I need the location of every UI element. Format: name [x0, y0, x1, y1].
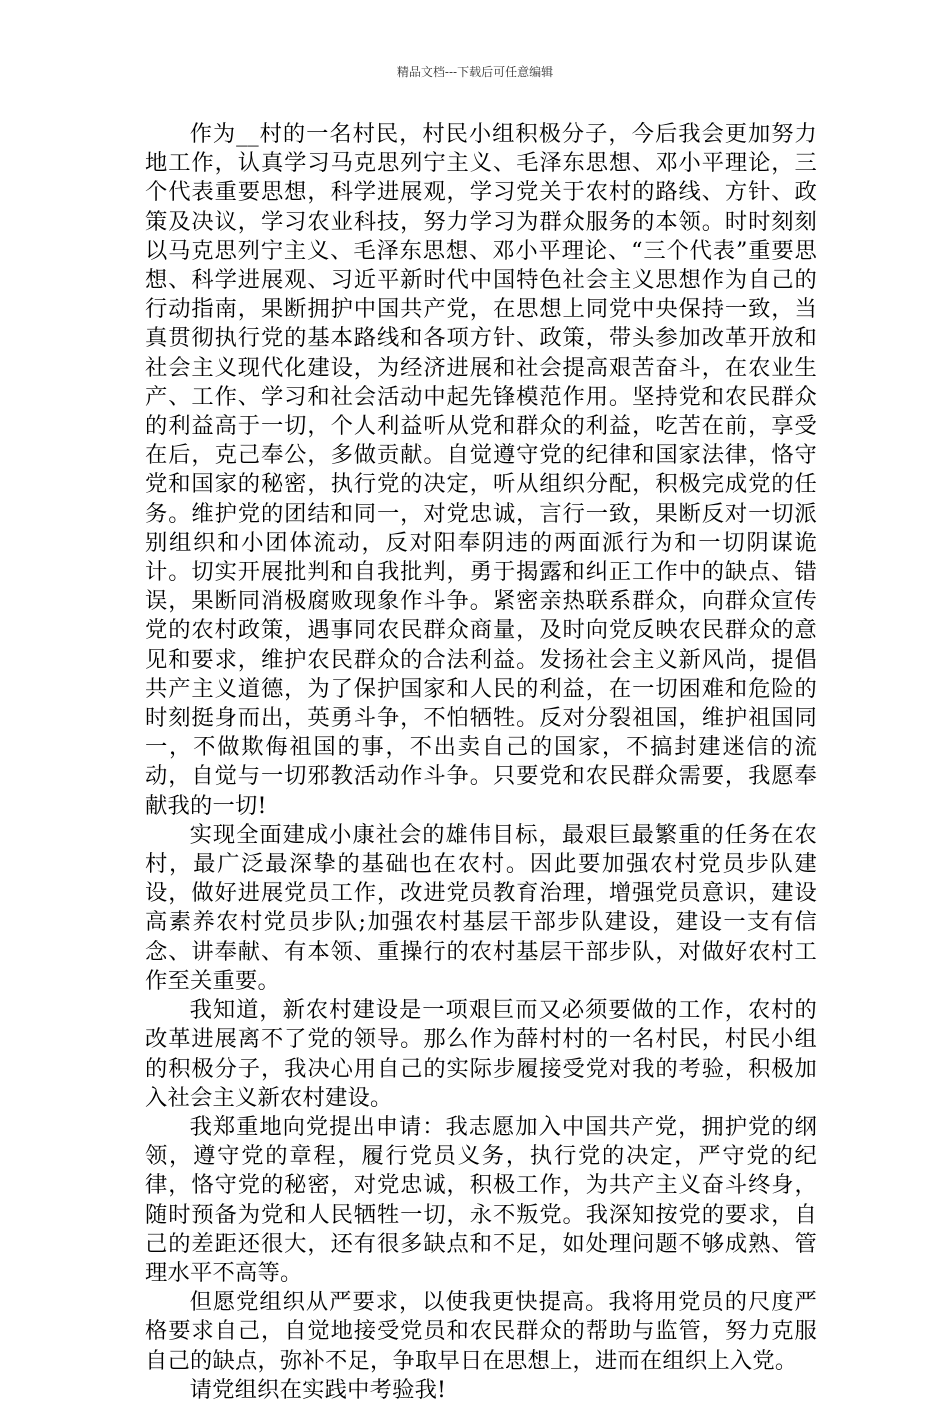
paragraph-4: 我郑重地向党提出申请：我志愿加入中国共产党，拥护党的纲领，遵守党的章程，履行党员义务，执行党的决定，严守党的纪律，恪守党的秘密，对党忠诚，积极工作，为共产主义奋斗终身，随时预备为党和人民牺牲一切，永不叛党。我深知按党的要求，自己的差距还很大，还有很多缺点和不足，如处理问题不够成熟、管理水平不高等。: [145, 1113, 817, 1286]
paragraph-1: 作为__村的一名村民，村民小组积极分子，今后我会更加努力地工作，认真学习马克思列宁主义、毛泽东思想、邓小平理论，三个代表重要思想，科学进展观，学习党关于农村的路线、方针、政策及决议，学习农业科技，努力学习为群众服务的本领。时时刻刻以马克思列宁主义、毛泽东思想、邓小平理论、“三个代表”重要思想、科学进展观、习近平新时代中国特色社会主义思想作为自己的行动指南，果断拥护中国共产党，在思想上同党中央保持一致，当真贯彻执行党的基本路线和各项方针、政策，带头参加改革开放和社会主义现代化建设，为经济进展和社会提高艰苦奋斗，在农业生产、工作、学习和社会活动中起先锋模范作用。坚持党和农民群众的利益高于一切，个人利益听从党和群众的利益，吃苦在前，享受在后，克己奉公，多做贡献。自觉遵守党的纪律和国家法律，恪守党和国家的秘密，执行党的决定，听从组织分配，积极完成党的任务。维护党的团结和同一，对党忠诚，言行一致，果断反对一切派别组织和小团体流动，反对阳奉阴违的两面派行为和一切阴谋诡计。切实开展批判和自我批判，勇于揭露和纠正工作中的缺点、错误，果断同消极腐败现象作斗争。紧密亲热联系群众，向群众宣传党的农村政策，遇事同农民群众商量，及时向党反映农民群众的意见和要求，维护农民群众的合法利益。发扬社会主义新风尚，提倡共产主义道德，为了保护国家和人民的利益，在一切困难和危险的时刻挺身而出，英勇斗争，不怕牺牲。反对分裂祖国，维护祖国同一，不做欺侮祖国的事，不出卖自己的国家，不搞封建迷信的流动，自觉与一切邪教活动作斗争。只要党和农民群众需要，我愿奉献我的一切!: [145, 121, 817, 819]
paragraph-5: 但愿党组织从严要求，以使我更快提高。我将用党员的尺度严格要求自己，自觉地接受党员和农民群众的帮助与监管，努力克服自己的缺点，弥补不足，争取早日在思想上，进而在组织上入党。: [145, 1289, 817, 1374]
paragraph-6: 请党组织在实践中考验我!: [189, 1376, 447, 1403]
document-body: [145, 120, 817, 1405]
paragraph-2: 实现全面建成小康社会的雄伟目标，最艰巨最繁重的任务在农村，最广泛最深挚的基础也在农村。因此要加强农村党员步队建设，做好进展党员工作，改进党员教育治理，增强党员意识，建设高素养农村党员步队;加强农村基层干部步队建设，建设一支有信念、讲奉献、有本领、重操行的农村基层干部步队，对做好农村工作至关重要。: [145, 821, 817, 994]
page-header: 精品文档---下载后可任意编辑: [396, 65, 554, 79]
paragraph-3: 我知道，新农村建设是一项艰巨而又必须要做的工作，农村的改革进展离不了党的领导。那么作为薛村村的一名村民，村民小组的积极分子，我决心用自己的实际步履接受党对我的考验，积极加入社会主义新农村建设。: [145, 997, 817, 1111]
